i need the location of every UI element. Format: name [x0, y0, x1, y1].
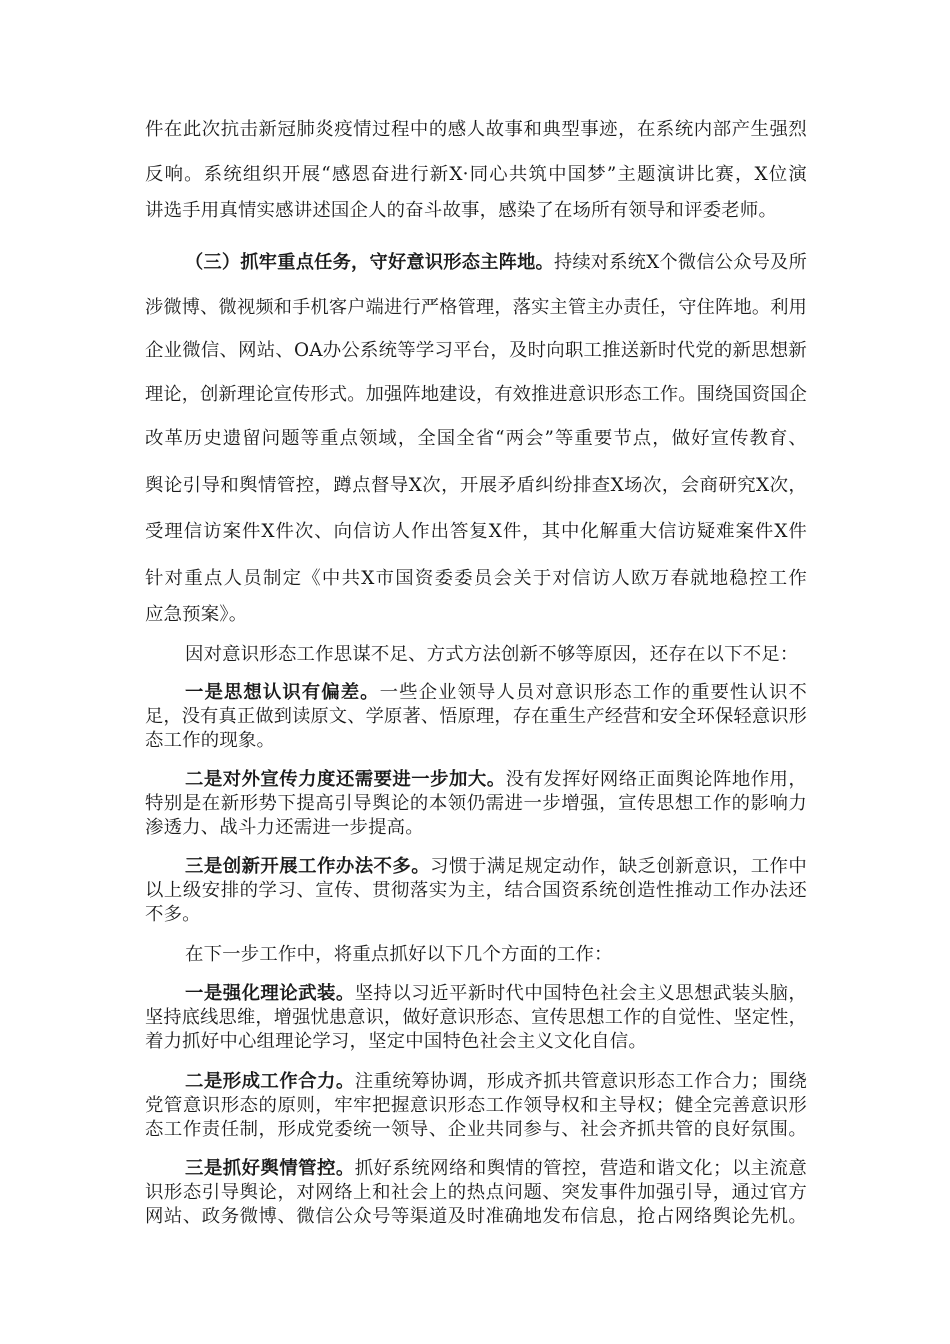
text-span: 抓好系统网络和舆情的管控，营造和谐文化；以主流意: [354, 1158, 807, 1179]
text-line: 因对意识形态工作思谋不足、方式方法创新不够等原因，还存在以下不足：: [185, 644, 799, 665]
text-line: 反响。系统组织开展“感恩奋进行新X·同心共筑中国梦”主题演讲比赛，X位演: [145, 164, 807, 185]
text-line: 党管意识形态的原则，牢牢把握意识形态工作领导权和主导权；健全完善意识形: [145, 1095, 807, 1116]
text-line: 涉微博、微视频和手机客户端进行严格管理，落实主管主办责任，守住阵地。利用: [145, 297, 807, 318]
text-line: 态工作的现象。: [145, 730, 276, 751]
text-line: 特别是在新形势下提高引导舆论的本领仍需进一步增强，宣传思想工作的影响力: [145, 793, 807, 814]
text-line: 改革历史遗留问题等重点领域，全国全省“两会”等重要节点，做好宣传教育、: [145, 428, 807, 449]
paragraph-heading: （三）抓牢重点任务，守好意识形态主阵地。: [185, 252, 554, 273]
text-line: 在下一步工作中，将重点抓好以下几个方面的工作：: [185, 944, 613, 965]
text-line: 网站、政务微博、微信公众号等渠道及时准确地发布信息，抢占网络舆论先机。: [145, 1206, 807, 1227]
text-line: 件在此次抗击新冠肺炎疫情过程中的感人故事和典型事迹，在系统内部产生强烈: [145, 119, 807, 140]
text-line: 识形态引导舆论，对网络上和社会上的热点问题、突发事件加强引导，通过官方: [145, 1182, 807, 1203]
text-line: 针对重点人员制定《中共X市国资委委员会关于对信访人欧万春就地稳控工作: [145, 568, 807, 589]
text-line: 着力抓好中心组理论学习，坚定中国特色社会主义文化自信。: [145, 1031, 647, 1052]
text-line: 舆论引导和舆情管控，蹲点督导X次，开展矛盾纠纷排查X场次，会商研究X次，: [145, 475, 807, 496]
text-line: 应急预案》。: [145, 604, 248, 625]
paragraph-heading: 二是形成工作合力。: [185, 1071, 355, 1092]
text-span: 习惯于满足规定动作，缺乏创新意识，工作中: [430, 856, 807, 877]
text-line: [185, 1070, 807, 1094]
text-line: 坚持底线思维，增强忧患意识，做好意识形态、宣传思想工作的自觉性、坚定性，: [145, 1007, 807, 1028]
text-line: 渗透力、战斗力还需进一步提高。: [145, 817, 424, 838]
text-line: 企业微信、网站、OA办公系统等学习平台，及时向职工推送新时代党的新思想新: [145, 340, 807, 361]
text-line: [185, 982, 807, 1006]
text-line: [185, 768, 807, 792]
text-line: [185, 855, 807, 879]
paragraph-heading: 一是思想认识有偏差。: [185, 682, 380, 703]
text-line: 态工作责任制，形成党委统一领导、企业共同参与、社会齐抓共管的良好氛围。: [145, 1119, 807, 1140]
text-line: 以上级安排的学习、宣传、贯彻落实为主，结合国资系统创造性推动工作办法还: [145, 880, 807, 901]
paragraph-heading: 二是对外宣传力度还需要进一步加大。: [185, 769, 506, 790]
text-line: [185, 251, 807, 275]
text-span: 没有发挥好网络正面舆论阵地作用，: [505, 769, 807, 790]
text-line: [185, 1157, 807, 1181]
text-span: 持续对系统X个微信公众号及所: [554, 252, 807, 273]
paragraph-heading: 一是强化理论武装。: [185, 983, 355, 1004]
text-line: 讲选手用真情实感讲述国企人的奋斗故事，感染了在场所有领导和评委老师。: [145, 200, 778, 221]
text-span: 坚持以习近平新时代中国特色社会主义思想武装头脑，: [354, 983, 807, 1004]
text-line: 理论，创新理论宣传形式。加强阵地建设，有效推进意识形态工作。围绕国资国企: [145, 384, 807, 405]
paragraph-heading: 三是抓好舆情管控。: [185, 1158, 355, 1179]
text-span: 一些企业领导人员对意识形态工作的重要性认识不: [379, 682, 807, 703]
text-line: 受理信访案件X件次、向信访人作出答复X件，其中化解重大信访疑难案件X件: [145, 521, 807, 542]
text-span: 注重统筹协调，形成齐抓共管意识形态工作合力；围绕: [354, 1071, 807, 1092]
text-line: [185, 681, 807, 705]
text-line: 足，没有真正做到读原文、学原著、悟原理，存在重生产经营和安全环保轻意识形: [145, 706, 807, 727]
paragraph-heading: 三是创新开展工作办法不多。: [185, 856, 431, 877]
text-line: 不多。: [145, 904, 201, 925]
